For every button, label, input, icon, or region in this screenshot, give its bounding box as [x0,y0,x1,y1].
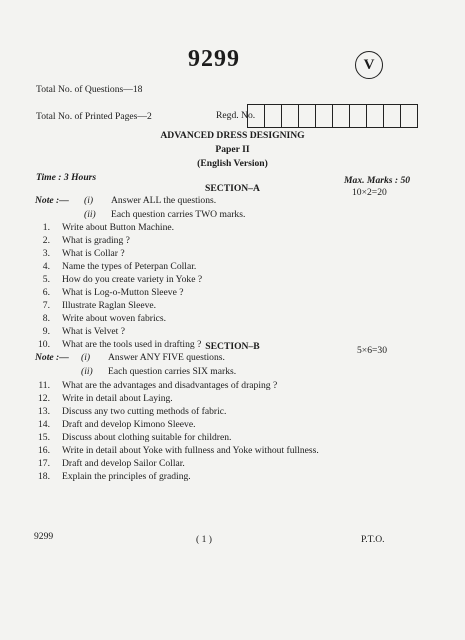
section-a-heading: SECTION–A [205,183,260,194]
subject-title: ADVANCED DRESS DESIGNING [160,130,305,141]
question-text: What are the tools used in drafting ? [62,339,202,350]
question-number: 14. [38,419,50,430]
question-text: Write in detail about Yoke with fullness and Yoke without fullness. [62,445,319,456]
language-version: (English Version) [197,158,268,169]
total-questions: Total No. of Questions—18 [36,84,143,95]
question-text: What is grading ? [62,235,130,246]
paper-code: 9299 [188,46,240,72]
version-badge: V [355,51,383,79]
question-number: 10. [38,339,50,350]
section-a-note-1: Answer ALL the questions. [111,195,217,206]
question-text: Write about Button Machine. [62,222,175,233]
question-text: What is Collar ? [62,248,125,259]
question-text: Write in detail about Laying. [62,393,173,404]
time-allowed: Time : 3 Hours [36,172,97,183]
question-text: Illustrate Raglan Sleeve. [62,300,157,311]
question-number: 18. [38,471,50,482]
section-b-heading: SECTION–B [205,341,260,352]
max-marks: Max. Marks : 50 [344,175,411,186]
question-text: Discuss about clothing suitable for children. [62,432,232,443]
printed-pages: Total No. of Printed Pages—2 [36,111,152,122]
question-number: 2. [42,235,50,246]
question-text: Explain the principles of grading. [62,471,191,482]
pto-label: P.T.O. [361,534,385,545]
question-number: 17. [38,458,50,469]
question-number: 3. [42,248,50,259]
regd-label: Regd. No. [216,110,256,121]
regd-number-boxes [248,104,418,126]
question-text: Draft and develop Kimono Sleeve. [62,419,196,430]
question-text: What is Velvet ? [62,326,125,337]
section-b-note-2-num: (ii) [81,366,93,377]
question-number: 6. [42,287,50,298]
question-number: 16. [38,445,50,456]
section-a-note-2: Each question carries TWO marks. [111,209,246,220]
section-a-note-label: Note :— [35,195,69,206]
section-b-note-2: Each question carries SIX marks. [108,366,237,377]
question-text: Draft and develop Sailor Collar. [62,458,185,469]
question-text: How do you create variety in Yoke ? [62,274,203,285]
question-number: 8. [42,313,50,324]
section-b-note-1: Answer ANY FIVE questions. [108,352,225,363]
question-number: 12. [38,393,50,404]
question-text: Write about woven fabrics. [62,313,167,324]
footer-code: 9299 [34,531,54,542]
section-b-note-1-num: (i) [81,352,91,363]
question-number: 5. [42,274,50,285]
question-number: 9. [42,326,50,337]
section-b-marks: 5×6=30 [357,345,388,356]
question-text: Discuss any two cutting methods of fabric. [62,406,227,417]
question-number: 4. [42,261,50,272]
section-b-note-label: Note :— [35,352,69,363]
section-a-marks: 10×2=20 [352,187,387,198]
paper-number: Paper II [215,144,250,155]
question-number: 11. [38,380,50,391]
question-number: 15. [38,432,50,443]
section-a-note-1-num: (i) [84,195,94,206]
section-a-note-2-num: (ii) [84,209,96,220]
question-text: Name the types of Peterpan Collar. [62,261,197,272]
question-number: 1. [42,222,50,233]
page-number: ( 1 ) [196,534,212,545]
question-number: 7. [42,300,50,311]
question-text: What is Log-o-Mutton Sleeve ? [62,287,184,298]
question-text: What are the advantages and disadvantages of draping ? [62,380,278,391]
question-number: 13. [38,406,50,417]
